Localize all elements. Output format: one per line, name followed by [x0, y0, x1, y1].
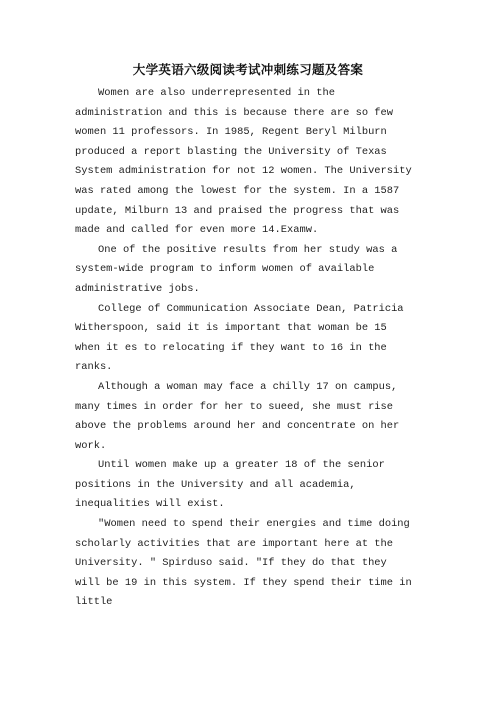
document-body [75, 84, 415, 613]
paragraph-1: Women are also underrepresented in the administration and this is because there are so few women 11 professors. In 1985, Regent Beryl Milburn produced a report blasting the University of Texas System administration for not 12 women. The University was rated among the lowest for the system. In a 1587 update, Milburn 13 and praised the progress that was made and called for even more 14.Examw. [75, 87, 412, 237]
document-title: 大学英语六级阅读考试冲刺练习题及答案 [132, 62, 364, 77]
paragraph-3: College of Communication Associate Dean, Patricia Witherspoon, said it is important that woman be 15 when it es to relocating if they want to 16 in the ranks. [75, 302, 404, 374]
paragraph-4: Although a woman may face a chilly 17 on campus, many times in order for her to sueed, she must rise above the problems around her and concentrate on her work. [75, 380, 400, 452]
paragraph-2: One of the positive results from her study was a system-wide program to inform women of available administrative jobs. [75, 243, 398, 295]
paragraph-6: "Women need to spend their energies and time doing scholarly activities that are important here at the University. " Spirduso said. "If they do that they will be 19 in this system. If they spend their time in little [75, 518, 412, 609]
paragraph-5: Until women make up a greater 18 of the senior positions in the University and all academia, inequalities will exist. [75, 459, 385, 511]
